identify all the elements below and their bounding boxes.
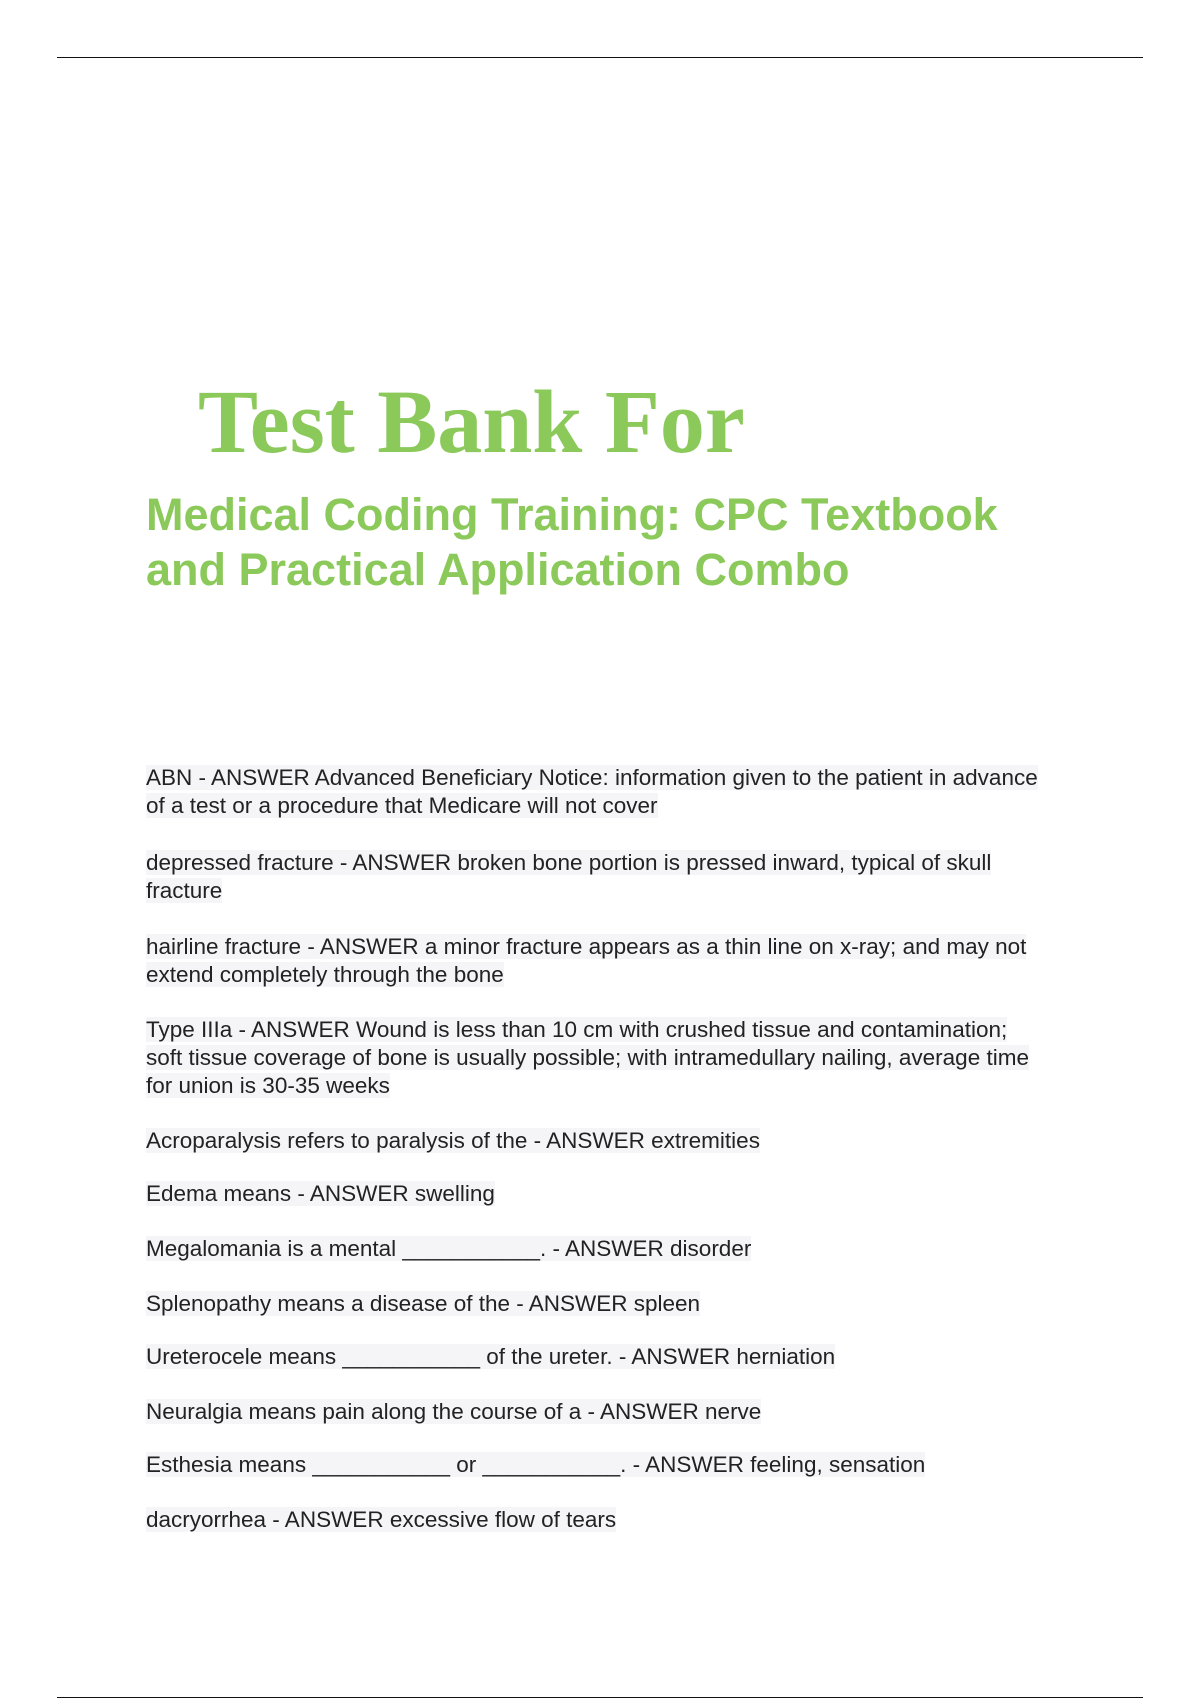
- qa-entry-splenopathy: [146, 1290, 1046, 1318]
- qa-entry-type-iiia: [146, 1016, 1046, 1100]
- qa-entry-neuralgia: [146, 1398, 1046, 1426]
- bottom-rule: [57, 1697, 1143, 1698]
- qa-text: Esthesia means ___________ or ___________. - ANSWER feeling, sensation: [146, 1452, 926, 1477]
- top-rule: [57, 57, 1143, 58]
- qa-text: Edema means - ANSWER swelling: [146, 1181, 495, 1206]
- document-title: Test Bank For: [198, 373, 745, 472]
- qa-entry-dacryorrhea: [146, 1506, 1046, 1534]
- document-subtitle: Medical Coding Training: CPC Textbook and Practical Application Combo: [146, 489, 998, 595]
- qa-text: depressed fracture - ANSWER broken bone portion is pressed inward, typical of skull fracture: [146, 850, 992, 903]
- qa-text: dacryorrhea - ANSWER excessive flow of tears: [146, 1507, 617, 1532]
- qa-text: Type IIIa - ANSWER Wound is less than 10 cm with crushed tissue and contamination; soft tissue coverage of bone is usually possible; with intramedullary nailing, average time for union is 30-35 weeks: [146, 1017, 1029, 1098]
- qa-entry-megalomania: [146, 1235, 1046, 1263]
- qa-entry-ureterocele: [146, 1343, 1046, 1371]
- qa-entry-edema: [146, 1180, 1046, 1208]
- qa-text: hairline fracture - ANSWER a minor fracture appears as a thin line on x-ray; and may not extend completely through the bone: [146, 934, 1027, 987]
- qa-entry-hairline-fracture: [146, 933, 1046, 989]
- qa-entry-depressed-fracture: [146, 849, 1046, 905]
- qa-text: Megalomania is a mental ___________. - ANSWER disorder: [146, 1236, 752, 1261]
- qa-entry-abn: [146, 764, 1046, 820]
- qa-entry-esthesia: [146, 1451, 1046, 1479]
- qa-list: [146, 764, 1046, 1534]
- qa-text: Splenopathy means a disease of the - ANSWER spleen: [146, 1291, 701, 1316]
- qa-text: Ureterocele means ___________ of the ureter. - ANSWER herniation: [146, 1344, 836, 1369]
- qa-entry-acroparalysis: [146, 1127, 1046, 1155]
- qa-text: Neuralgia means pain along the course of a - ANSWER nerve: [146, 1399, 762, 1424]
- qa-text: ABN - ANSWER Advanced Beneficiary Notice: information given to the patient in advance of a test or a procedure that Medicare will not cover: [146, 765, 1038, 818]
- qa-text: Acroparalysis refers to paralysis of the - ANSWER extremities: [146, 1128, 760, 1153]
